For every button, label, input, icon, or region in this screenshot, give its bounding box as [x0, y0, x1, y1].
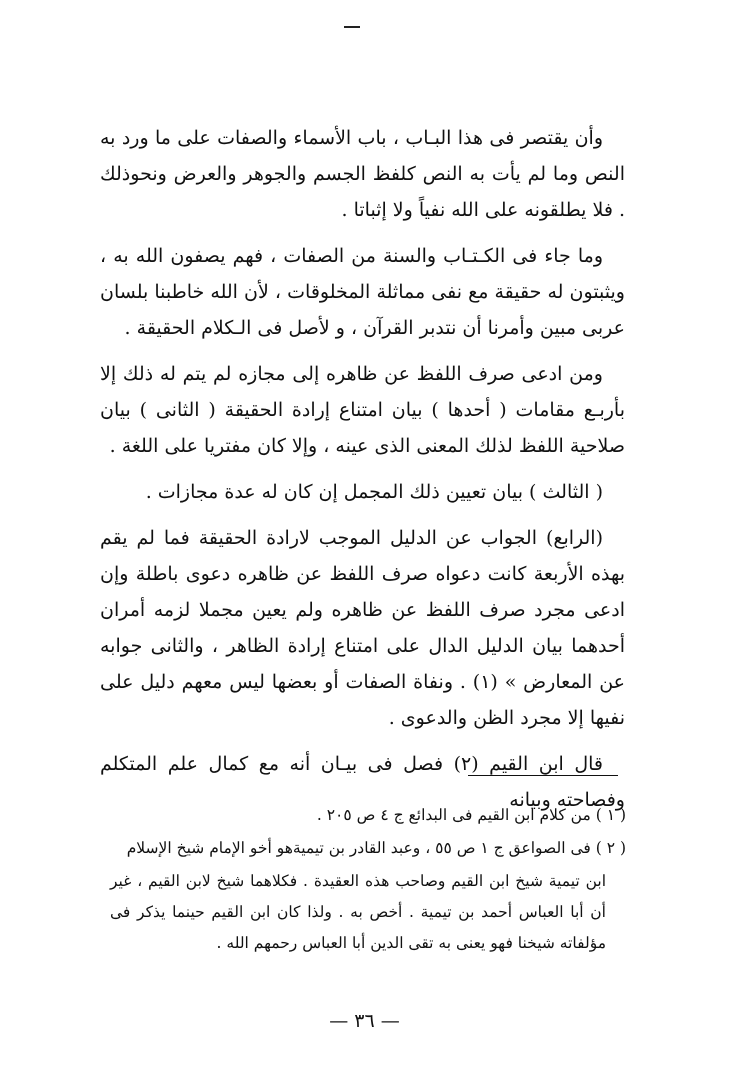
paragraph: قال ابن القيم (٢) فصل فى بيـان أنه مع كمال علم المتكلم وفصاحته وبيانه — [100, 753, 625, 811]
paragraph: ( الثالث ) بيان تعيين ذلك المجمل إن كان له عدة مجازات . — [145, 481, 603, 503]
paragraph: ومن ادعى صرف اللفظ عن ظاهره إلى مجازه لم يتم له ذلك إلا بأربـع مقامات ( أحدها ) بيان امتناع إرادة الحقيقة ( الثانى ) بيان صلاحية اللفظ لذلك المعنى الذى عينه ، وإلا كان مفتريا على اللغة . — [100, 363, 625, 457]
main-text — [100, 120, 625, 828]
footnote-continuation: ابن تيمية شيخ ابن القيم وصاحب هذه العقيدة . فكلاهما شيخ لابن القيم ، غير أن أبا العباس أحمد بن تيمية . أخص به . ولذا كان ابن القيم حينما يذكر فى مؤلفاته شيخنا فهو يعنى به تقى الدين أبا العباس رحمهم الله . — [110, 872, 606, 952]
paragraph: وما جاء فى الكـتـاب والسنة من الصفات ، فهم يصفون الله به ، ويثبتون له حقيقة مع نفى مماثلة المخلوقات ، لأن الله خاطبنا بلسان عربى مبين وأمرنا أن نتدبر القرآن ، و لأصل فى الـكلام الحقيقة . — [100, 245, 625, 339]
page-number: — ٣٦ — — [329, 1010, 400, 1032]
footnotes — [110, 800, 626, 961]
paragraph: (الرابع) الجواب عن الدليل الموجب لارادة الحقيقة فما لم يقم بهذه الأربعة كانت دعواه صرف اللفظ عن ظاهره دعوى باطلة وإن ادعى مجرد صرف اللفظ عن ظاهره ولم يعين مجملا لزمه أمران أحدهما بيان الدليل الدال على امتناع إرادة الظاهر ، والثانى جوابه عن المعارض » (١) . ونفاة الصفات أو بعضها ليس معهم دليل على نفيها إلا مجرد الظن والدعوى . — [100, 527, 626, 729]
footnote: ( ٢ ) فى الصواعق ج ١ ص ٥٥ ، وعبد القادر بن تيميةهو أخو الإمام شيخ الإسلام — [126, 839, 626, 857]
header-mark — [344, 26, 360, 28]
footnote: ( ١ ) من كلام ابن القيم فى البدائع ج ٤ ص ٢٠٥ . — [316, 806, 626, 824]
paragraph: وأن يقتصر فى هذا البـاب ، باب الأسماء والصفات على ما ورد به النص وما لم يأت به النص كلفظ الجسم والجوهر والعرض ونحوذلك . فلا يطلقونه على الله نفياً ولا إثباتا . — [100, 127, 625, 221]
footnote-divider — [468, 775, 618, 776]
